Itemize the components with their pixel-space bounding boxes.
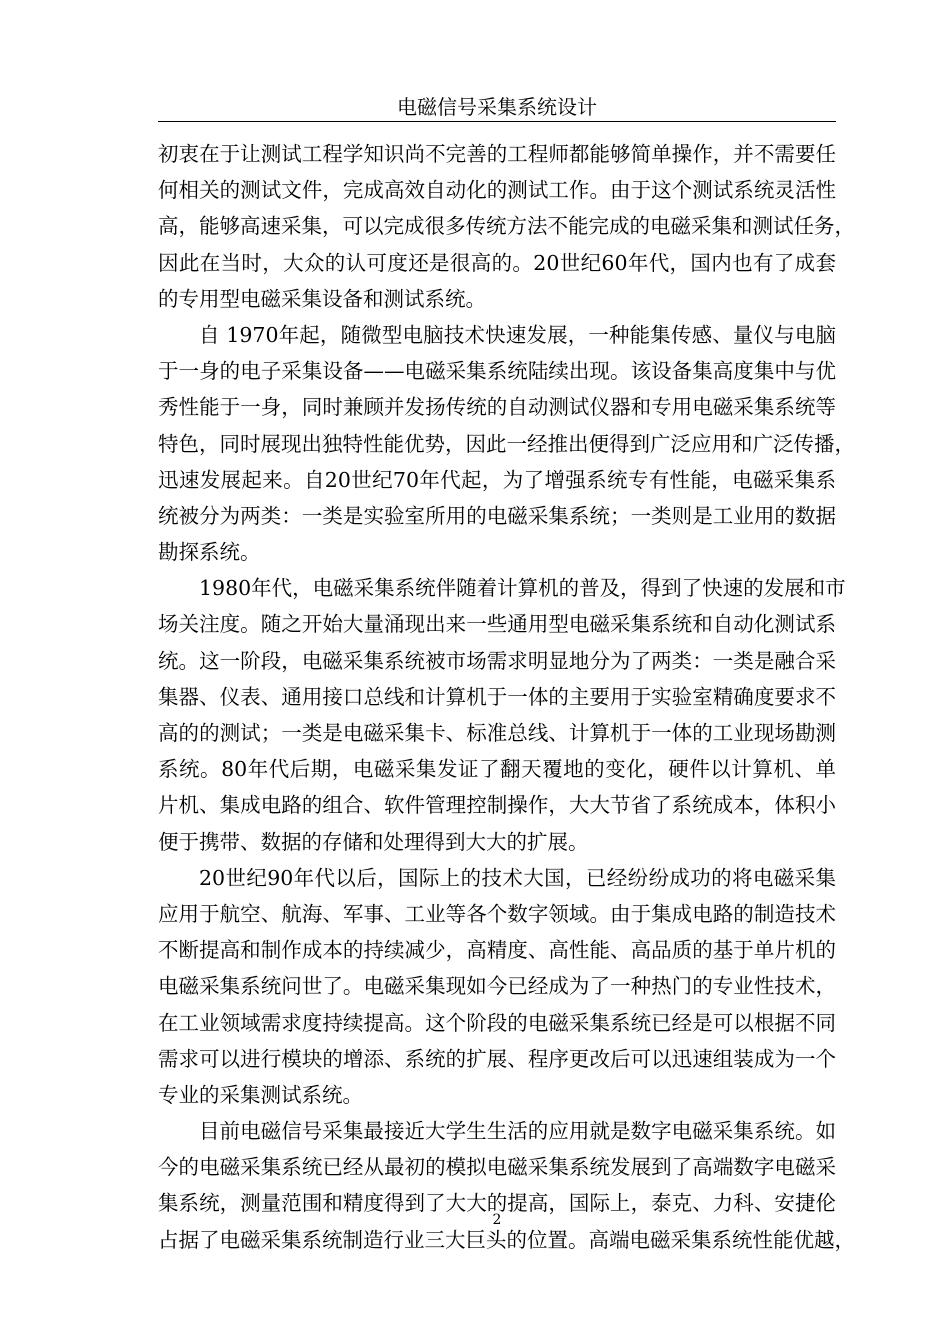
text-line: 何相关的测试文件，完成高效自动化的测试工作。由于这个测试系统灵活性 xyxy=(158,178,836,203)
text-line: 因此在当时，大众的认可度还是很高的。20世纪60年代，国内也有了成套 xyxy=(158,250,836,275)
text-line: 高，能够高速采集，可以完成很多传统方法不能完成的电磁采集和测试任务， xyxy=(158,214,855,239)
text-line: 特色，同时展现出独特性能优势，因此一经推出便得到广泛应用和广泛传播， xyxy=(158,431,855,456)
text-line: 集器、仪表、通用接口总线和计算机于一体的主要用于实验室精确度要求不 xyxy=(158,684,836,709)
text-line: 在工业领域需求度持续提高。这个阶段的电磁采集系统已经是可以根据不同 xyxy=(158,1010,836,1035)
text-line: 勘探系统。 xyxy=(158,540,261,565)
text-line: 的专用型电磁采集设备和测试系统。 xyxy=(158,286,486,311)
text-line: 1980年代，电磁采集系统伴随着计算机的普及，得到了快速的发展和市 xyxy=(199,576,846,601)
text-line: 系统。80年代后期，电磁采集发证了翻天覆地的变化，硬件以计算机、单 xyxy=(158,757,836,782)
text-line: 片机、集成电路的组合、软件管理控制操作，大大节省了系统成本，体积小 xyxy=(158,793,836,818)
text-line: 便于携带、数据的存储和处理得到大大的扩展。 xyxy=(158,829,589,854)
text-line: 高的的测试；一类是电磁采集卡、标准总线、计算机于一体的工业现场勘测 xyxy=(158,721,836,745)
text-line: 应用于航空、航海、军事、工业等各个数字领域。由于集成电路的制造技术 xyxy=(158,901,836,926)
page-header-title: 电磁信号采集系统设计 xyxy=(397,95,597,119)
text-line: 迅速发展起来。自20世纪70年代起，为了增强系统专有性能，电磁采集系 xyxy=(158,467,836,492)
text-line: 秀性能于一身，同时兼顾并发扬传统的自动测试仪器和专用电磁采集系统等 xyxy=(158,395,836,420)
text-line: 于一身的电子采集设备——电磁采集系统陆续出现。该设备集高度集中与优 xyxy=(158,359,836,384)
page-number: 2 xyxy=(492,1212,502,1228)
text-line: 占据了电磁采集系统制造行业三大巨头的位置。高端电磁采集系统性能优越， xyxy=(158,1227,855,1252)
text-line: 集系统，测量范围和精度得到了大大的提高，国际上，泰克、力科、安捷伦 xyxy=(158,1191,836,1216)
text-line: 需求可以进行模块的增添、系统的扩展、程序更改后可以迅速组装成为一个 xyxy=(158,1046,836,1071)
text-line: 场关注度。随之开始大量涌现出来一些通用型电磁采集系统和自动化测试系 xyxy=(158,612,836,637)
text-line: 专业的采集测试系统。 xyxy=(158,1082,363,1107)
header-divider xyxy=(158,121,836,122)
text-line: 电磁采集系统问世了。电磁采集现如今已经成为了一种热门的专业性技术， xyxy=(158,974,836,999)
text-line: 自 1970年起，随微型电脑技术快速发展，一种能集传感、量仪与电脑 xyxy=(199,322,836,347)
text-line: 目前电磁信号采集最接近大学生生活的应用就是数字电磁采集系统。如 xyxy=(199,1119,836,1144)
text-line: 今的电磁采集系统已经从最初的模拟电磁采集系统发展到了高端数字电磁采 xyxy=(158,1155,836,1180)
text-line: 不断提高和制作成本的持续减少，高精度、高性能、高品质的基于单片机的 xyxy=(158,938,836,963)
document-body xyxy=(158,136,855,1258)
text-line: 20世纪90年代以后，国际上的技术大国，已经纷纷成功的将电磁采集 xyxy=(199,865,836,890)
text-line: 统。这一阶段，电磁采集系统被市场需求明显地分为了两类：一类是融合采 xyxy=(158,648,836,673)
text-line: 初衷在于让测试工程学知识尚不完善的工程师都能够简单操作，并不需要任 xyxy=(158,142,836,166)
text-line: 统被分为两类：一类是实验室所用的电磁采集系统；一类则是工业用的数据 xyxy=(158,503,836,528)
